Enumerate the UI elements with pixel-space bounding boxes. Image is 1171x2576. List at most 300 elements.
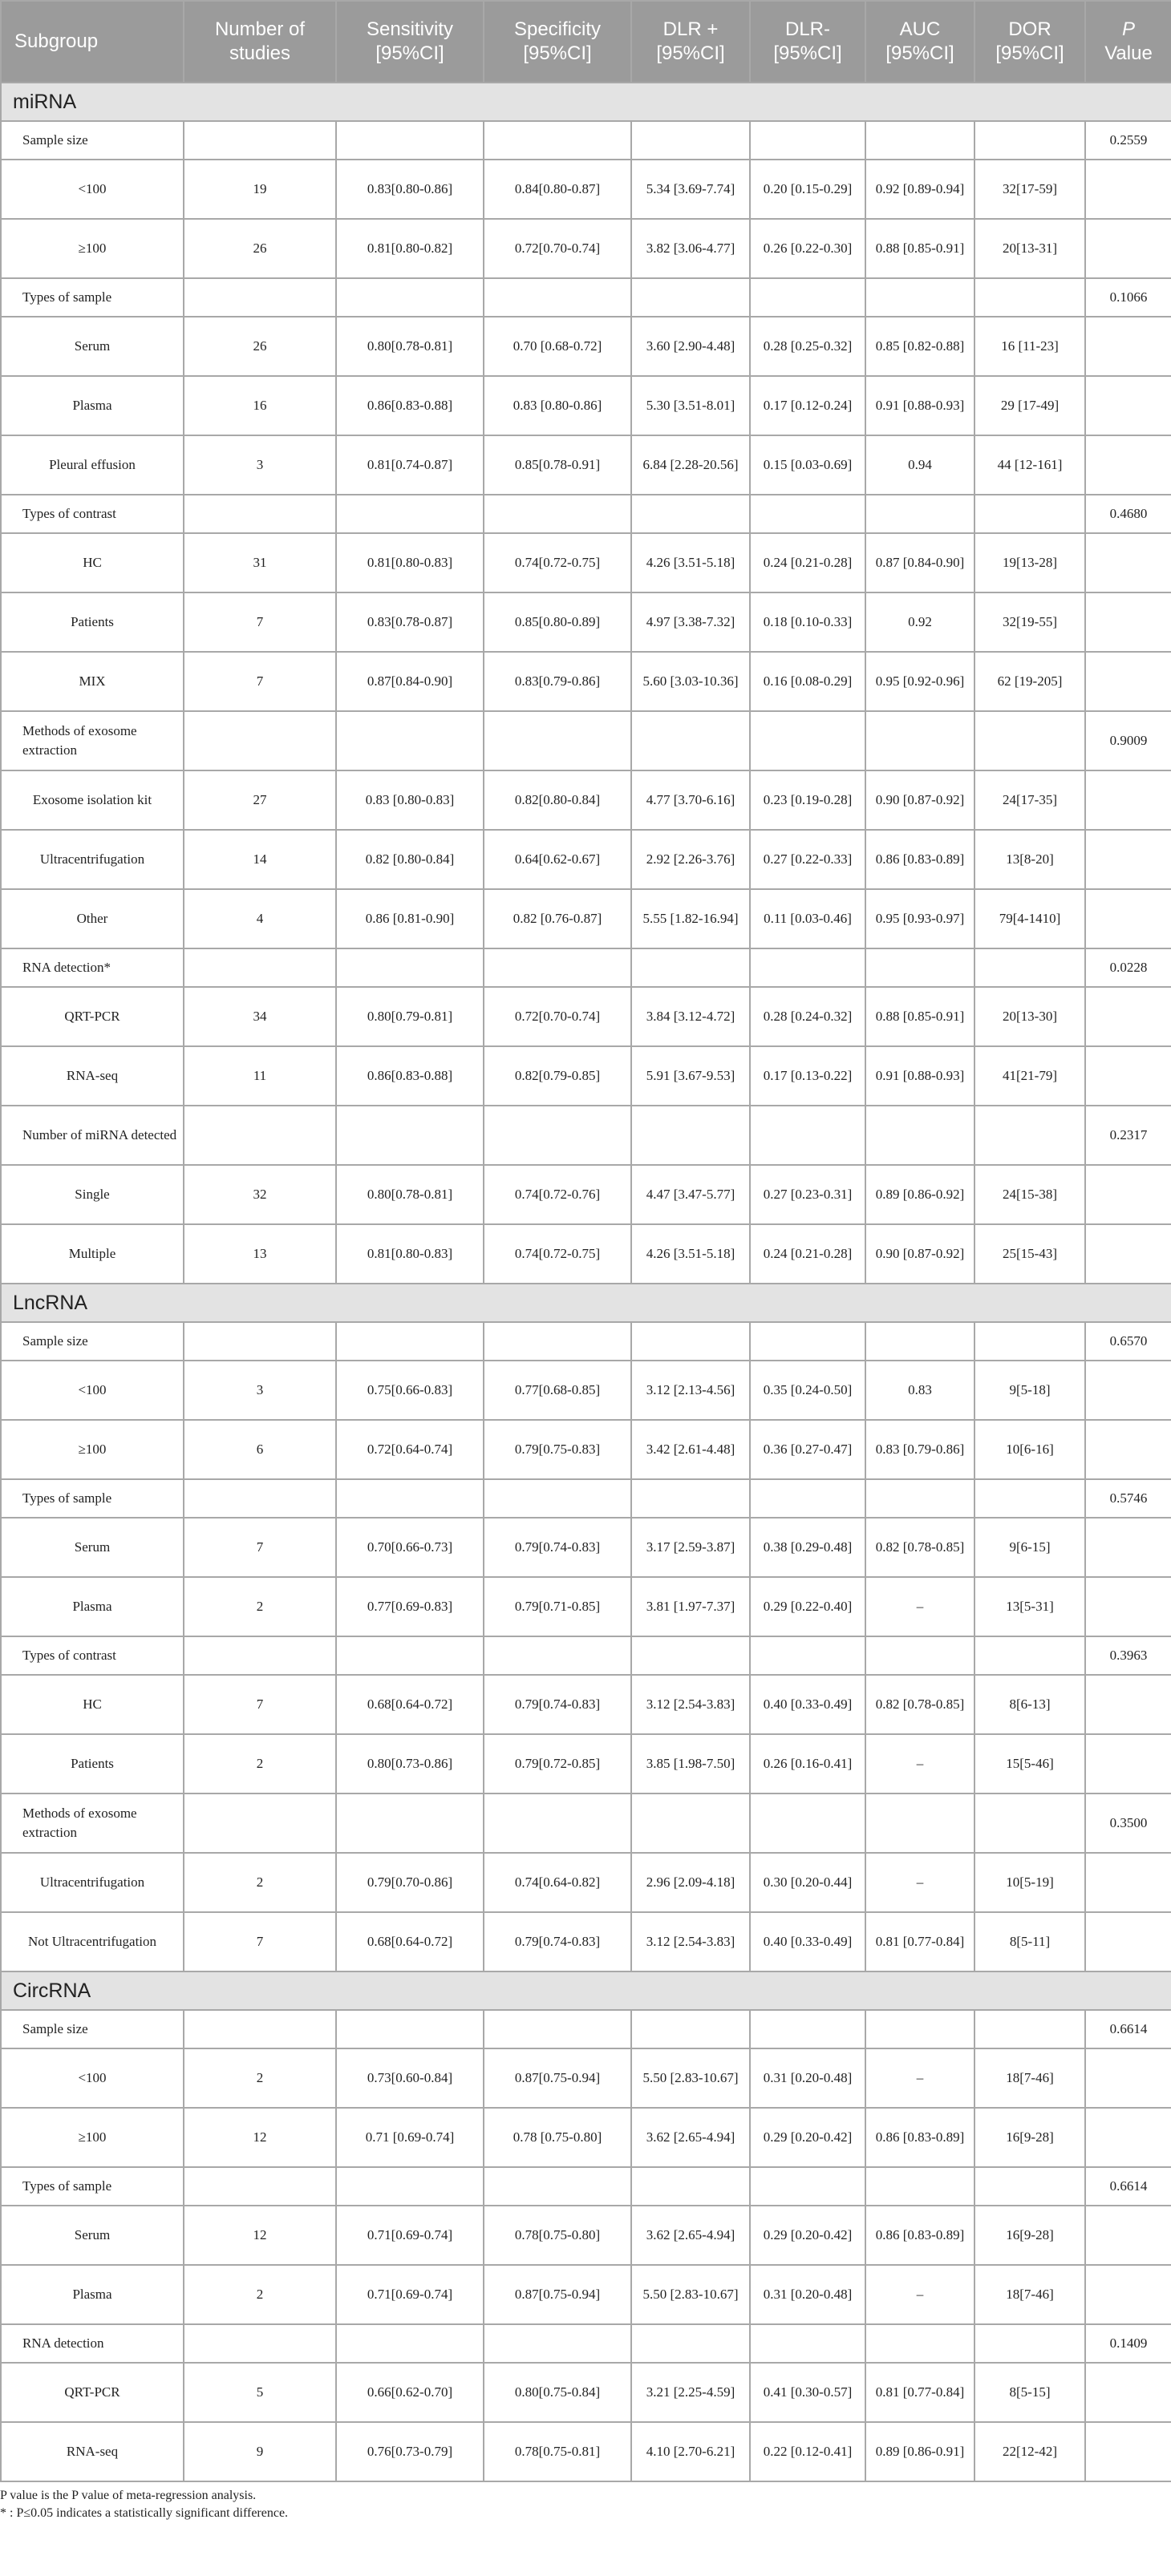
cell-subgroup: <100: [1, 1361, 184, 1420]
empty-cell: [484, 948, 631, 987]
cell-dor: 20[13-30]: [974, 987, 1085, 1046]
header-dlr-positive: DLR +[95%CI]: [631, 1, 750, 83]
cell-subgroup: Plasma: [1, 1577, 184, 1636]
cell-auc: 0.86 [0.83-0.89]: [865, 2206, 974, 2265]
header-specificity: Specificity [95%CI]: [484, 1, 631, 83]
empty-cell: [974, 2324, 1085, 2363]
cell-number-of-studies: 19: [184, 160, 336, 219]
cell-dlr-positive: 4.26 [3.51-5.18]: [631, 1224, 750, 1284]
cell-sensitivity: 0.73[0.60-0.84]: [336, 2048, 484, 2108]
cell-number-of-studies: 9: [184, 2422, 336, 2481]
cell-auc: 0.89 [0.86-0.91]: [865, 2422, 974, 2481]
cell-sensitivity: 0.80[0.79-0.81]: [336, 987, 484, 1046]
group-p-value: 0.5746: [1085, 1479, 1171, 1518]
cell-specificity: 0.78[0.75-0.80]: [484, 2206, 631, 2265]
cell-subgroup: Single: [1, 1165, 184, 1224]
group-p-value: 0.6614: [1085, 2010, 1171, 2048]
section-title: miRNA: [1, 83, 1171, 121]
cell-number-of-studies: 12: [184, 2206, 336, 2265]
table-row: [1, 1518, 1171, 1577]
empty-cell: [184, 1479, 336, 1518]
group-p-value: 0.0228: [1085, 948, 1171, 987]
empty-cell: [974, 1793, 1085, 1853]
empty-cell: [865, 1106, 974, 1165]
cell-dlr-negative: 0.11 [0.03-0.46]: [750, 889, 865, 948]
empty-cell: [1085, 219, 1171, 278]
empty-cell: [1085, 830, 1171, 889]
empty-cell: [484, 2167, 631, 2206]
empty-cell: [1085, 1420, 1171, 1479]
cell-dor: 19[13-28]: [974, 533, 1085, 592]
empty-cell: [1085, 435, 1171, 495]
table-row: [1, 1420, 1171, 1479]
cell-specificity: 0.72[0.70-0.74]: [484, 219, 631, 278]
group-label: Types of sample: [1, 278, 184, 317]
empty-cell: [184, 2167, 336, 2206]
empty-cell: [1085, 1577, 1171, 1636]
cell-dlr-negative: 0.27 [0.22-0.33]: [750, 830, 865, 889]
cell-dlr-positive: 3.12 [2.13-4.56]: [631, 1361, 750, 1420]
empty-cell: [184, 1636, 336, 1675]
cell-number-of-studies: 26: [184, 219, 336, 278]
empty-cell: [336, 495, 484, 533]
cell-subgroup: <100: [1, 160, 184, 219]
cell-dlr-negative: 0.24 [0.21-0.28]: [750, 533, 865, 592]
header-value-word: Value: [1104, 42, 1153, 64]
header-sensitivity: Sensitivity [95%CI]: [336, 1, 484, 83]
empty-cell: [1085, 1361, 1171, 1420]
group-row: [1, 1636, 1171, 1675]
cell-specificity: 0.85[0.80-0.89]: [484, 592, 631, 652]
empty-cell: [750, 278, 865, 317]
header-row: [1, 1, 1171, 83]
cell-dlr-negative: 0.29 [0.20-0.42]: [750, 2206, 865, 2265]
cell-sensitivity: 0.71[0.69-0.74]: [336, 2206, 484, 2265]
cell-dlr-positive: 5.50 [2.83-10.67]: [631, 2265, 750, 2324]
cell-auc: 0.88 [0.85-0.91]: [865, 219, 974, 278]
cell-number-of-studies: 4: [184, 889, 336, 948]
cell-dor: 24[15-38]: [974, 1165, 1085, 1224]
cell-dlr-positive: 5.30 [3.51-8.01]: [631, 376, 750, 435]
empty-cell: [865, 948, 974, 987]
empty-cell: [1085, 889, 1171, 948]
cell-dlr-positive: 4.26 [3.51-5.18]: [631, 533, 750, 592]
empty-cell: [1085, 1224, 1171, 1284]
cell-auc: 0.82 [0.78-0.85]: [865, 1518, 974, 1577]
empty-cell: [750, 495, 865, 533]
empty-cell: [974, 1636, 1085, 1675]
empty-cell: [974, 495, 1085, 533]
cell-subgroup: Plasma: [1, 376, 184, 435]
empty-cell: [974, 948, 1085, 987]
empty-cell: [750, 2324, 865, 2363]
cell-dor: 24[17-35]: [974, 770, 1085, 830]
table-row: [1, 2265, 1171, 2324]
table-row: [1, 2108, 1171, 2167]
cell-dor: 44 [12-161]: [974, 435, 1085, 495]
group-label: RNA detection: [1, 2324, 184, 2363]
table-row: [1, 1165, 1171, 1224]
cell-auc: –: [865, 1853, 974, 1912]
header-auc: AUC [95%CI]: [865, 1, 974, 83]
empty-cell: [974, 1479, 1085, 1518]
cell-dlr-negative: 0.17 [0.13-0.22]: [750, 1046, 865, 1106]
cell-subgroup: MIX: [1, 652, 184, 711]
cell-specificity: 0.87[0.75-0.94]: [484, 2048, 631, 2108]
section-title: CircRNA: [1, 1971, 1171, 2010]
cell-dor: 32[17-59]: [974, 160, 1085, 219]
cell-dlr-positive: 4.10 [2.70-6.21]: [631, 2422, 750, 2481]
cell-number-of-studies: 27: [184, 770, 336, 830]
empty-cell: [865, 711, 974, 770]
group-label: Sample size: [1, 2010, 184, 2048]
cell-dlr-positive: 4.47 [3.47-5.77]: [631, 1165, 750, 1224]
cell-number-of-studies: 5: [184, 2363, 336, 2422]
empty-cell: [484, 1793, 631, 1853]
cell-number-of-studies: 16: [184, 376, 336, 435]
cell-dor: 8[5-15]: [974, 2363, 1085, 2422]
cell-auc: 0.88 [0.85-0.91]: [865, 987, 974, 1046]
cell-dlr-negative: 0.22 [0.12-0.41]: [750, 2422, 865, 2481]
group-row: [1, 1106, 1171, 1165]
empty-cell: [631, 2167, 750, 2206]
group-row: [1, 1479, 1171, 1518]
cell-dor: 25[15-43]: [974, 1224, 1085, 1284]
cell-sensitivity: 0.86[0.83-0.88]: [336, 376, 484, 435]
cell-dlr-negative: 0.31 [0.20-0.48]: [750, 2265, 865, 2324]
cell-dlr-positive: 5.60 [3.03-10.36]: [631, 652, 750, 711]
empty-cell: [865, 1636, 974, 1675]
cell-sensitivity: 0.71 [0.69-0.74]: [336, 2108, 484, 2167]
cell-number-of-studies: 2: [184, 2265, 336, 2324]
empty-cell: [631, 948, 750, 987]
table-row: [1, 592, 1171, 652]
cell-dor: 20[13-31]: [974, 219, 1085, 278]
table-row: [1, 987, 1171, 1046]
table-row: [1, 1734, 1171, 1793]
empty-cell: [1085, 533, 1171, 592]
empty-cell: [1085, 1165, 1171, 1224]
cell-dlr-negative: 0.31 [0.20-0.48]: [750, 2048, 865, 2108]
cell-specificity: 0.79[0.72-0.85]: [484, 1734, 631, 1793]
group-row: [1, 495, 1171, 533]
cell-subgroup: HC: [1, 533, 184, 592]
cell-auc: 0.91 [0.88-0.93]: [865, 1046, 974, 1106]
section-row-lncrna: [1, 1284, 1171, 1322]
cell-auc: 0.81 [0.77-0.84]: [865, 1912, 974, 1971]
empty-cell: [184, 1322, 336, 1361]
cell-specificity: 0.79[0.74-0.83]: [484, 1912, 631, 1971]
group-row: [1, 1322, 1171, 1361]
cell-dor: 13[8-20]: [974, 830, 1085, 889]
cell-subgroup: Patients: [1, 592, 184, 652]
cell-subgroup: ≥100: [1, 219, 184, 278]
group-row: [1, 2167, 1171, 2206]
table-body: [1, 83, 1171, 2481]
cell-dlr-positive: 5.55 [1.82-16.94]: [631, 889, 750, 948]
empty-cell: [1085, 376, 1171, 435]
empty-cell: [1085, 652, 1171, 711]
empty-cell: [184, 948, 336, 987]
empty-cell: [1085, 1912, 1171, 1971]
empty-cell: [336, 121, 484, 160]
cell-dlr-positive: 2.92 [2.26-3.76]: [631, 830, 750, 889]
table-row: [1, 160, 1171, 219]
group-row: [1, 2324, 1171, 2363]
cell-dlr-positive: 4.97 [3.38-7.32]: [631, 592, 750, 652]
cell-dor: 15[5-46]: [974, 1734, 1085, 1793]
cell-specificity: 0.83[0.79-0.86]: [484, 652, 631, 711]
empty-cell: [336, 2010, 484, 2048]
group-p-value: 0.6614: [1085, 2167, 1171, 2206]
cell-auc: –: [865, 2048, 974, 2108]
group-label: Types of contrast: [1, 1636, 184, 1675]
cell-dlr-negative: 0.18 [0.10-0.33]: [750, 592, 865, 652]
cell-specificity: 0.74[0.72-0.76]: [484, 1165, 631, 1224]
cell-subgroup: Serum: [1, 1518, 184, 1577]
empty-cell: [1085, 317, 1171, 376]
empty-cell: [750, 1479, 865, 1518]
cell-sensitivity: 0.80[0.78-0.81]: [336, 1165, 484, 1224]
cell-sensitivity: 0.70[0.66-0.73]: [336, 1518, 484, 1577]
cell-dlr-negative: 0.38 [0.29-0.48]: [750, 1518, 865, 1577]
cell-number-of-studies: 2: [184, 1853, 336, 1912]
group-p-value: 0.2317: [1085, 1106, 1171, 1165]
cell-dlr-negative: 0.35 [0.24-0.50]: [750, 1361, 865, 1420]
cell-dlr-positive: 4.77 [3.70-6.16]: [631, 770, 750, 830]
table-row: [1, 2206, 1171, 2265]
cell-dlr-positive: 6.84 [2.28-20.56]: [631, 435, 750, 495]
table-row: [1, 533, 1171, 592]
cell-dor: 10[6-16]: [974, 1420, 1085, 1479]
empty-cell: [1085, 2422, 1171, 2481]
cell-auc: 0.95 [0.93-0.97]: [865, 889, 974, 948]
cell-specificity: 0.87[0.75-0.94]: [484, 2265, 631, 2324]
group-label: Types of sample: [1, 2167, 184, 2206]
cell-sensitivity: 0.79[0.70-0.86]: [336, 1853, 484, 1912]
empty-cell: [1085, 160, 1171, 219]
cell-dor: 9[6-15]: [974, 1518, 1085, 1577]
cell-dlr-negative: 0.36 [0.27-0.47]: [750, 1420, 865, 1479]
cell-sensitivity: 0.87[0.84-0.90]: [336, 652, 484, 711]
cell-sensitivity: 0.66[0.62-0.70]: [336, 2363, 484, 2422]
cell-subgroup: Plasma: [1, 2265, 184, 2324]
group-label: Number of miRNA detected: [1, 1106, 184, 1165]
cell-number-of-studies: 7: [184, 1518, 336, 1577]
cell-dlr-negative: 0.26 [0.22-0.30]: [750, 219, 865, 278]
cell-dor: 62 [19-205]: [974, 652, 1085, 711]
cell-auc: 0.87 [0.84-0.90]: [865, 533, 974, 592]
cell-dor: 16[9-28]: [974, 2108, 1085, 2167]
empty-cell: [336, 1322, 484, 1361]
table-row: [1, 1046, 1171, 1106]
cell-specificity: 0.79[0.71-0.85]: [484, 1577, 631, 1636]
cell-dlr-positive: 3.12 [2.54-3.83]: [631, 1675, 750, 1734]
table-row: [1, 1361, 1171, 1420]
cell-auc: 0.83: [865, 1361, 974, 1420]
empty-cell: [336, 1793, 484, 1853]
cell-auc: 0.89 [0.86-0.92]: [865, 1165, 974, 1224]
empty-cell: [336, 2324, 484, 2363]
group-p-value: 0.1409: [1085, 2324, 1171, 2363]
cell-sensitivity: 0.81[0.80-0.83]: [336, 1224, 484, 1284]
empty-cell: [631, 711, 750, 770]
cell-subgroup: HC: [1, 1675, 184, 1734]
cell-sensitivity: 0.75[0.66-0.83]: [336, 1361, 484, 1420]
cell-sensitivity: 0.76[0.73-0.79]: [336, 2422, 484, 2481]
cell-sensitivity: 0.72[0.64-0.74]: [336, 1420, 484, 1479]
cell-dlr-negative: 0.28 [0.25-0.32]: [750, 317, 865, 376]
cell-number-of-studies: 7: [184, 592, 336, 652]
empty-cell: [631, 2010, 750, 2048]
cell-number-of-studies: 7: [184, 1675, 336, 1734]
cell-dor: 41[21-79]: [974, 1046, 1085, 1106]
empty-cell: [631, 2324, 750, 2363]
cell-dlr-negative: 0.15 [0.03-0.69]: [750, 435, 865, 495]
cell-sensitivity: 0.82 [0.80-0.84]: [336, 830, 484, 889]
cell-dor: 79[4-1410]: [974, 889, 1085, 948]
empty-cell: [750, 121, 865, 160]
cell-sensitivity: 0.81[0.74-0.87]: [336, 435, 484, 495]
cell-dor: 29 [17-49]: [974, 376, 1085, 435]
cell-sensitivity: 0.68[0.64-0.72]: [336, 1675, 484, 1734]
group-label: Methods of exosome extraction: [1, 1793, 184, 1853]
cell-number-of-studies: 3: [184, 435, 336, 495]
cell-auc: 0.91 [0.88-0.93]: [865, 376, 974, 435]
group-row: [1, 711, 1171, 770]
cell-number-of-studies: 26: [184, 317, 336, 376]
table-row: [1, 2363, 1171, 2422]
empty-cell: [184, 278, 336, 317]
empty-cell: [484, 1322, 631, 1361]
empty-cell: [974, 121, 1085, 160]
footnote-p-value: P value is the P value of meta-regression analysis.: [0, 2489, 257, 2502]
cell-sensitivity: 0.71[0.69-0.74]: [336, 2265, 484, 2324]
group-p-value: 0.3500: [1085, 1793, 1171, 1853]
cell-subgroup: RNA-seq: [1, 1046, 184, 1106]
empty-cell: [184, 495, 336, 533]
header-dlr-negative: DLR- [95%CI]: [750, 1, 865, 83]
cell-dor: 10[5-19]: [974, 1853, 1085, 1912]
cell-dlr-positive: 3.42 [2.61-4.48]: [631, 1420, 750, 1479]
empty-cell: [631, 1322, 750, 1361]
empty-cell: [184, 711, 336, 770]
empty-cell: [865, 495, 974, 533]
cell-dor: 8[6-13]: [974, 1675, 1085, 1734]
table-row: [1, 1224, 1171, 1284]
cell-subgroup: Patients: [1, 1734, 184, 1793]
empty-cell: [484, 2324, 631, 2363]
cell-dlr-positive: 3.12 [2.54-3.83]: [631, 1912, 750, 1971]
cell-dlr-positive: 5.91 [3.67-9.53]: [631, 1046, 750, 1106]
empty-cell: [484, 121, 631, 160]
cell-dlr-positive: 3.81 [1.97-7.37]: [631, 1577, 750, 1636]
empty-cell: [865, 1793, 974, 1853]
group-p-value: 0.9009: [1085, 711, 1171, 770]
empty-cell: [865, 121, 974, 160]
cell-dlr-positive: 3.62 [2.65-4.94]: [631, 2206, 750, 2265]
header-subgroup: Subgroup: [1, 1, 184, 83]
cell-subgroup: Serum: [1, 317, 184, 376]
group-row: [1, 121, 1171, 160]
cell-subgroup: QRT-PCR: [1, 987, 184, 1046]
empty-cell: [336, 711, 484, 770]
empty-cell: [336, 1479, 484, 1518]
cell-specificity: 0.84[0.80-0.87]: [484, 160, 631, 219]
cell-specificity: 0.72[0.70-0.74]: [484, 987, 631, 1046]
cell-dlr-negative: 0.27 [0.23-0.31]: [750, 1165, 865, 1224]
cell-dlr-negative: 0.28 [0.24-0.32]: [750, 987, 865, 1046]
empty-cell: [865, 278, 974, 317]
group-row: [1, 948, 1171, 987]
cell-dlr-negative: 0.16 [0.08-0.29]: [750, 652, 865, 711]
group-label: Sample size: [1, 1322, 184, 1361]
empty-cell: [750, 2010, 865, 2048]
cell-sensitivity: 0.80[0.78-0.81]: [336, 317, 484, 376]
cell-subgroup: RNA-seq: [1, 2422, 184, 2481]
cell-subgroup: ≥100: [1, 2108, 184, 2167]
cell-specificity: 0.82[0.79-0.85]: [484, 1046, 631, 1106]
cell-auc: 0.86 [0.83-0.89]: [865, 830, 974, 889]
empty-cell: [484, 711, 631, 770]
cell-number-of-studies: 7: [184, 1912, 336, 1971]
cell-dlr-negative: 0.24 [0.21-0.28]: [750, 1224, 865, 1284]
cell-dlr-positive: 3.17 [2.59-3.87]: [631, 1518, 750, 1577]
empty-cell: [1085, 2048, 1171, 2108]
cell-dlr-negative: 0.30 [0.20-0.44]: [750, 1853, 865, 1912]
cell-auc: –: [865, 2265, 974, 2324]
empty-cell: [1085, 592, 1171, 652]
group-label: Types of sample: [1, 1479, 184, 1518]
empty-cell: [750, 1322, 865, 1361]
cell-specificity: 0.78 [0.75-0.80]: [484, 2108, 631, 2167]
empty-cell: [974, 1106, 1085, 1165]
empty-cell: [1085, 1734, 1171, 1793]
cell-number-of-studies: 12: [184, 2108, 336, 2167]
cell-number-of-studies: 14: [184, 830, 336, 889]
cell-auc: 0.92 [0.89-0.94]: [865, 160, 974, 219]
table-row: [1, 1853, 1171, 1912]
table-row: [1, 1912, 1171, 1971]
empty-cell: [974, 2010, 1085, 2048]
cell-dor: 13[5-31]: [974, 1577, 1085, 1636]
table-row: [1, 2048, 1171, 2108]
empty-cell: [865, 1322, 974, 1361]
header-p-letter: P: [1121, 18, 1135, 40]
empty-cell: [1085, 770, 1171, 830]
cell-auc: 0.95 [0.92-0.96]: [865, 652, 974, 711]
empty-cell: [974, 2167, 1085, 2206]
empty-cell: [1085, 2363, 1171, 2422]
cell-number-of-studies: 3: [184, 1361, 336, 1420]
cell-auc: –: [865, 1577, 974, 1636]
cell-subgroup: Ultracentrifugation: [1, 1853, 184, 1912]
cell-dor: 16 [11-23]: [974, 317, 1085, 376]
cell-dlr-positive: 2.96 [2.09-4.18]: [631, 1853, 750, 1912]
cell-dlr-positive: 3.82 [3.06-4.77]: [631, 219, 750, 278]
cell-sensitivity: 0.86[0.83-0.88]: [336, 1046, 484, 1106]
group-row: [1, 278, 1171, 317]
cell-dor: 8[5-11]: [974, 1912, 1085, 1971]
group-label: Methods of exosome extraction: [1, 711, 184, 770]
empty-cell: [484, 2010, 631, 2048]
header-dor: DOR [95%CI]: [974, 1, 1085, 83]
empty-cell: [750, 711, 865, 770]
cell-subgroup: Not Ultracentrifugation: [1, 1912, 184, 1971]
cell-number-of-studies: 34: [184, 987, 336, 1046]
empty-cell: [336, 1106, 484, 1165]
empty-cell: [484, 1636, 631, 1675]
